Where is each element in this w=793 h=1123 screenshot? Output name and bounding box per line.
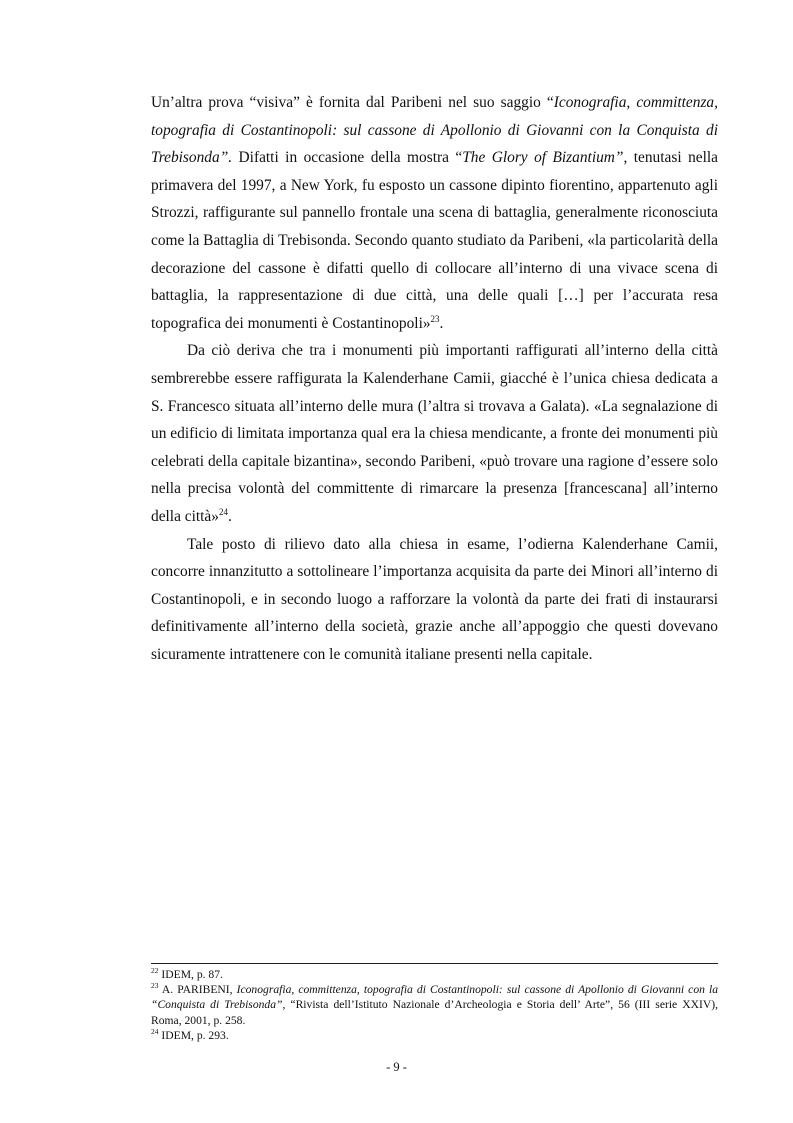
paragraph-1-text-a: Un’altra prova “visiva” è fornita dal Paribeni nel suo saggio “	[151, 94, 554, 111]
footnote-number: 22	[151, 966, 159, 976]
footnote-22	[151, 967, 718, 982]
footnote-number: 24	[151, 1026, 159, 1036]
paragraph-1-text-b: Difatti in occasione della mostra “	[232, 149, 463, 167]
footnote-number: 23	[151, 981, 159, 991]
footnote-title: Iconografia, committenza, topografia di Costantinopoli: sul cassone di Apollonio di Giovanni con la “Conquista di Trebisonda”,	[151, 983, 718, 1012]
footnote-author: A. PARIBENI,	[158, 983, 237, 997]
essay-title: Iconografia, committenza, topografia di Costantinopoli: sul cassone di Apollonio di Giovanni con la Conquista di Trebisonda”.	[151, 94, 718, 167]
paragraph-2-end: .	[227, 507, 232, 525]
footnote-text: IDEM, p. 87.	[158, 968, 223, 981]
paragraph-3: Tale posto di rilievo dato alla chiesa in esame, l’odierna Kalenderhane Camii, concorre innanzitutto a sottolineare l’importanza acquisita da parte dei Minori all’interno di Costantinopoli, e in secondo luogo a rafforzare la volontà da parte dei frati di instaurarsi definitivamente all’interno della società, grazie anche all’appoggio che questi dovevano sicuramente intrattenere con le comunità italiane presenti nella capitale.	[151, 535, 718, 663]
footnote-ref-24[interactable]: 24	[218, 506, 228, 517]
footnotes	[151, 967, 718, 1043]
paragraph-2-text: Da ciò deriva che tra i monumenti più importanti raffigurati all’interno della città sembrerebbe essere raffigurata la Kalenderhane Camii, giacché è l’unica chiesa dedicata a S. Francesco situata all’interno delle mura (l’altra si trovava a Galata). «La segnalazione di un edificio di limitata importanza qual era la chiesa mendicante, a fronte dei monumenti più celebrati della capitale bizantina», secondo Paribeni, «può trovare una ragione d’essere solo nella precisa volontà del committente di rimarcare la presenza [francescana] all’interno della città»	[151, 342, 718, 525]
paragraph-1	[151, 89, 718, 337]
footnote-23	[151, 982, 718, 1028]
footnote-divider	[151, 963, 718, 964]
exhibition-title: The Glory of Bizantium”	[462, 149, 624, 167]
footnote-source: “Rivista dell’Istituto Nazionale d’Archeologia e Storia dell’ Arte”, 56 (III serie XXIV), Roma, 2001, p. 258.	[151, 998, 718, 1027]
footnote-text: IDEM, p. 293.	[158, 1028, 229, 1042]
paragraph-1-end: .	[439, 314, 444, 332]
paragraph-1-text-c: , tenutasi nella primavera del 1997, a New York, fu esposto un cassone dipinto fiorentino, appartenuto agli Strozzi, raffigurante sul pannello frontale una scena di battaglia, generalmente riconosciuta come la Battaglia di Trebisonda. Secondo quanto studiato da Paribeni, «la particolarità della decorazione del cassone è difatti quello di collocare all’interno di una vivace scena di battaglia, la rappresentazione di due città, una delle quali […] per l’accurata resa topografica dei monumenti è Costantinopoli»	[151, 149, 718, 332]
footnote-ref-23[interactable]: 23	[430, 313, 440, 324]
footnote-24	[151, 1028, 718, 1043]
body-text	[151, 89, 718, 668]
paragraph-2	[151, 337, 718, 530]
page-number: - 9 -	[386, 1060, 407, 1074]
